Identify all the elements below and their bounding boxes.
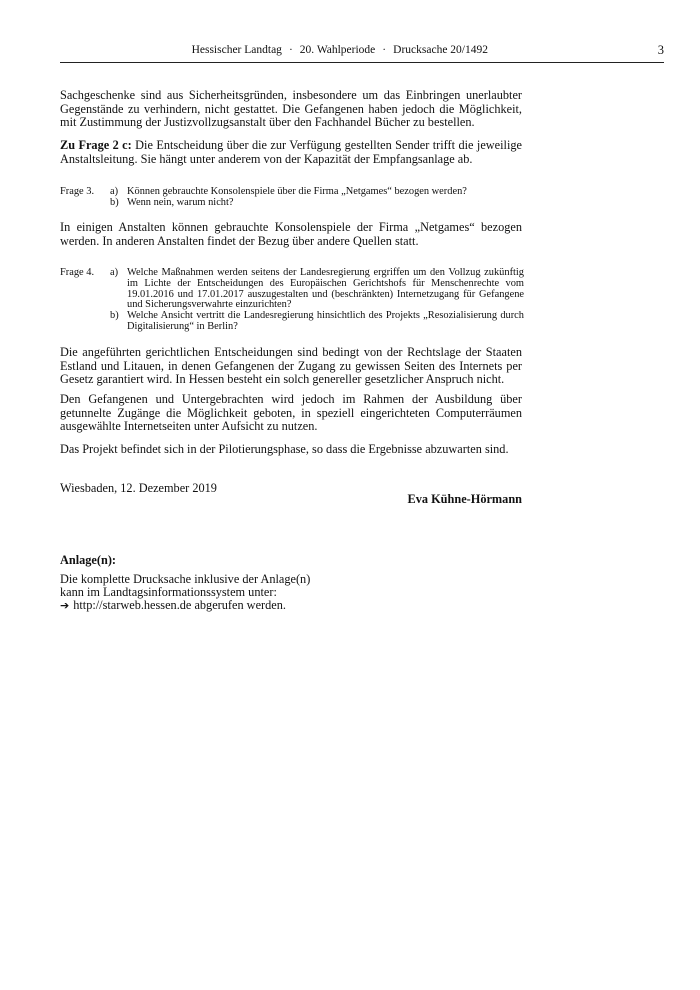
- page-number: 3: [657, 43, 664, 57]
- anlage-link-text[interactable]: http://starweb.hessen.de abgerufen werden.: [73, 598, 286, 613]
- signature: Eva Kühne-Hörmann: [407, 492, 522, 506]
- paragraph-sachgeschenke: Sachgeschenke sind aus Sicherheitsgründen, insbesondere um das Einbringen unerlaubter Gegenstände zu verhindern, nicht gestattet. Die Gefangenen haben jedoch die Möglichkeit, mit Zustimmung der Justizvollzugsanstalt über den Fachhandel Bücher zu bestellen.: [60, 88, 522, 129]
- anlage-line-3: [60, 599, 460, 612]
- answer-label: Zu Frage 2 c:: [60, 138, 132, 152]
- header-separator-1: ·: [288, 44, 293, 56]
- header-text: [192, 44, 488, 56]
- frage-3-items: [110, 187, 524, 209]
- item-text: Welche Ansicht vertritt die Landesregierung hinsichtlich des Projekts „Resozialisierung durch Digitalisierung“ in Berlin?: [127, 310, 524, 332]
- item-letter: a): [110, 186, 119, 197]
- item-letter: a): [110, 267, 119, 278]
- date-line: Wiesbaden, 12. Dezember 2019: [60, 481, 217, 495]
- anlage-heading: Anlage(n):: [60, 553, 117, 567]
- header-separator-2: ·: [382, 44, 387, 56]
- arrow-right-icon: ➔: [60, 599, 70, 613]
- paragraph-zu-frage-2c: [60, 139, 522, 166]
- paragraph-pilotierung: Das Projekt befindet sich in der Pilotierungsphase, so dass die Ergebnisse abzuwarten sind.: [60, 442, 509, 456]
- frage-3-label: Frage 3.: [60, 186, 95, 197]
- frage-4-label: Frage 4.: [60, 267, 95, 278]
- page-header: [60, 42, 664, 63]
- frage-4-item-b: [110, 311, 524, 333]
- anlage-body: [60, 573, 460, 613]
- item-text: Wenn nein, warum nicht?: [127, 196, 234, 208]
- header-body: Hessischer Landtag: [191, 44, 282, 56]
- answer-text: Die Entscheidung über die zur Verfügung gestellten Sender trifft die jeweilige Anstaltsleitung. Sie hängt unter anderem von der Kapazität der Empfangsanlage ab.: [60, 138, 522, 166]
- item-letter: b): [110, 310, 119, 322]
- anlage-line-1: Die komplette Drucksache inklusive der Anlage(n): [60, 572, 311, 586]
- item-letter: b): [110, 196, 119, 208]
- item-text: Welche Maßnahmen werden seitens der Landesregierung ergriffen um den Vollzug zukünftig im Lichte der Entscheidungen des Europäischen Gerichtshofs für Menschenrechte vom 19.01.2016 und 17.01.2017 auszugestalten und (beschränkten) Internetzugang für Gefangene und Sicherungsverwahrte einzurichten?: [127, 267, 524, 311]
- item-text: Können gebrauchte Konsolenspiele über die Firma „Netgames“ bezogen werden?: [127, 186, 467, 197]
- frage-4-items: [110, 268, 524, 333]
- anlage-line-2: kann im Landtagsinformationssystem unter:: [60, 585, 277, 600]
- header-period: 20. Wahlperiode: [299, 44, 376, 56]
- paragraph-entscheidungen: Die angeführten gerichtlichen Entscheidungen sind bedingt von der Rechtslage der Staaten Estland und Litauen, in denen Gefangenen der Zugang zu gewissen Seiten des Internets per Gesetz garantiert wird. In Hessen besteht ein solch genereller gesetzlicher Anspruch nicht.: [60, 345, 522, 386]
- header-doc-number: Drucksache 20/1492: [393, 44, 488, 56]
- frage-3-item-b: [110, 198, 524, 209]
- frage-4-item-a: [110, 268, 524, 311]
- paragraph-ausbildung: Den Gefangenen und Untergebrachten wird jedoch im Rahmen der Ausbildung über getunnelte Zugänge die Möglichkeit geboten, in speziell eingerichteten Computerräumen ausgewählte Internetseiten unter Aufsicht zu nutzen.: [60, 392, 522, 433]
- paragraph-netgames: In einigen Anstalten können gebrauchte Konsolenspiele der Firma „Netgames“ bezogen werden. In anderen Anstalten findet der Bezug über andere Quellen statt.: [60, 220, 522, 248]
